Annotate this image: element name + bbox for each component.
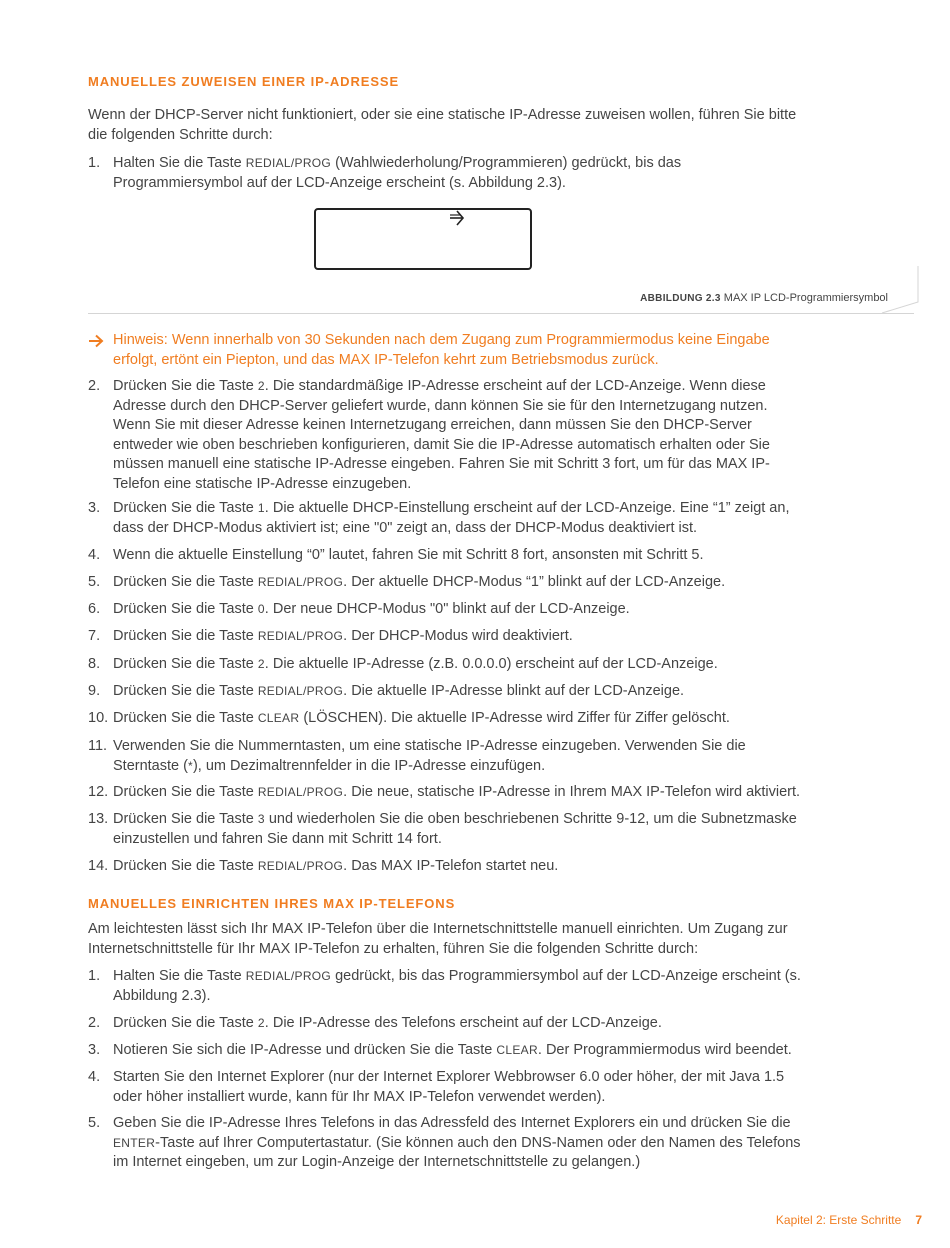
list-item: 5. Drücken Sie die Taste REDIAL/PROG. Der aktuelle DHCP-Modus “1” blinkt auf der LCD-Anzeige. [88,574,726,590]
list-item: 5. Geben Sie die IP-Adresse Ihres Telefons in das Adressfeld des Internet Explorers ein und drücken Sie die ENTER-Taste auf Ihrer Computertastatur. (Sie können auch den DNS-Namen oder den Namen des Telefons im Internet eingeben, um zur Login-Anzeige der Internetschnittstelle zu gelangen.) [88,1115,801,1170]
list-item: 6. Drücken Sie die Taste 0. Der neue DHCP-Modus "0" blinkt auf der LCD-Anzeige. [88,601,630,617]
list-item: 1. Halten Sie die Taste REDIAL/PROG gedrückt, bis das Programmiersymbol auf der LCD-Anzeige erscheint (s. Abbildung 2.3). [88,968,801,1004]
key-name: REDIAL/PROG [245,969,332,983]
list-item: 7. Drücken Sie die Taste REDIAL/PROG. Der DHCP-Modus wird deaktiviert. [88,628,573,644]
list-item [88,154,803,193]
key-name: REDIAL/PROG [257,785,344,799]
list-item: 3. Notieren Sie sich die IP-Adresse und drücken Sie die Taste CLEAR. Der Programmiermodus wird beendet. [88,1042,792,1058]
list-item: 12. Drücken Sie die Taste REDIAL/PROG. Die neue, statische IP-Adresse in Ihrem MAX IP-Telefon wird aktiviert. [88,784,801,800]
figure-caption: ABBILDUNG 2.3 MAX IP LCD-Programmiersymbol [640,292,888,304]
list-item: 14. Drücken Sie die Taste REDIAL/PROG. Das MAX IP-Telefon startet neu. [88,858,559,874]
note-text: Hinweis: Wenn innerhalb von 30 Sekunden nach dem Zugang zum Programmiermodus keine Eingabe erfolgt, ertönt ein Piepton, und das MAX IP-Telefon kehrt zum Betriebsmodus zurück. [113,332,770,368]
key-name: REDIAL/PROG [257,629,344,643]
list-item: 4. Starten Sie den Internet Explorer (nur der Internet Explorer Webbrowser 6.0 oder höher, der mit Java 1.5 oder höher installiert wurde, kann für Ihr MAX IP-Telefon verwendet werden). [88,1069,785,1105]
key-name: REDIAL/PROG [257,684,344,698]
step-text: Halten Sie die Taste REDIAL/PROG (Wahlwiederholung/Programmieren) gedrückt, bis das Programmiersymbol auf der LCD-Anzeige erscheint (s. Abbildung 2.3). [113,155,682,191]
key-name: CLEAR [496,1043,538,1057]
note-label: Hinweis: [113,332,168,348]
step-number: 1. [88,155,101,171]
list-item: 3. Drücken Sie die Taste 1. Die aktuelle DHCP-Einstellung erscheint auf der LCD-Anzeige. Eine “1” zeigt an, dass der DHCP-Modus aktiviert ist; eine "0" zeigt an, dass der DHCP-Modus deaktiviert ist. [88,500,790,536]
key-name: 0 [257,602,265,616]
key-name: ENTER [113,1135,156,1150]
list-item: 11. Verwenden Sie die Nummerntasten, um eine statische IP-Adresse einzugeben. Verwenden Sie die Sterntaste (*), um Dezimaltrennfelder in die IP-Adresse einzufügen. [88,738,746,774]
key-name: REDIAL/PROG [245,156,332,170]
page-number: 7 [915,1213,922,1227]
section-intro: Am leichtesten lässt sich Ihr MAX IP-Telefon über die Internetschnittstelle manuell einrichten. Um Zugang zur Internetschnittstelle für Ihr MAX IP-Telefon zu erhalten, führen Sie die folgenden Schritte durch: [88,921,788,957]
lcd-display-illustration [314,208,532,270]
section-intro: Wenn der DHCP-Server nicht funktioniert, oder sie eine statische IP-Adresse zuweisen wollen, führen Sie bitte die folgenden Schritte durch: [88,107,797,143]
key-name: 3 [257,812,265,826]
list-item: 2. Drücken Sie die Taste 2. Die standardmäßige IP-Adresse erscheint auf der LCD-Anzeige. Wenn diese Adresse durch den DHCP-Server geliefert wurde, dann können Sie sie für den Internetzugang nutzen. Wenn Sie mit dieser Adresse keinen Internetzugang erreichen, dann müssen Sie den DHCP-Server entweder wie oben beschrieben konfigurieren, damit Sie die IP-Adresse automatisch erhalten oder Sie müssen manuell eine statische IP-Adresse eingeben. Fahren Sie mit Schritt 3 fort, um für das MAX IP-Telefon eine statische IP-Adresse einzugeben. [88,378,770,492]
key-name: CLEAR [257,711,300,725]
key-name: 2 [257,379,265,393]
arrow-right-icon [88,334,104,348]
programming-arrow-icon [448,209,466,227]
page-footer [776,1213,922,1227]
note-callout [88,331,803,370]
section-heading-ip-address: MANUELLES ZUWEISEN EINER IP-ADRESSE [88,74,400,89]
figure-label: ABBILDUNG 2.3 [640,293,721,304]
list-item: 2. Drücken Sie die Taste 2. Die IP-Adresse des Telefons erscheint auf der LCD-Anzeige. [88,1015,662,1031]
key-name: 2 [257,1016,265,1030]
list-item: 9. Drücken Sie die Taste REDIAL/PROG. Die aktuelle IP-Adresse blinkt auf der LCD-Anzeige. [88,683,685,699]
chapter-title: Kapitel 2: Erste Schritte [775,1213,902,1227]
list-item: 8. Drücken Sie die Taste 2. Die aktuelle IP-Adresse (z.B. 0.0.0.0) erscheint auf der LCD-Anzeige. [88,656,718,672]
section-heading-phone-setup: MANUELLES EINRICHTEN IHRES MAX IP-TELEFONS [88,896,456,911]
key-name: * [187,758,193,773]
key-name: REDIAL/PROG [257,859,344,873]
key-name: REDIAL/PROG [257,575,344,589]
list-item: 13. Drücken Sie die Taste 3 und wiederholen Sie die oben beschriebenen Schritte 9-12, um die Subnetzmaske einzustellen und fahren Sie dann mit Schritt 14 fort. [88,811,797,847]
caption-rule-corner [880,266,920,316]
key-name: 1 [257,501,265,515]
caption-divider [88,313,914,314]
list-item: 10. Drücken Sie die Taste CLEAR (LÖSCHEN). Die aktuelle IP-Adresse wird Ziffer für Ziffer gelöscht. [88,710,730,726]
key-name: 2 [257,657,265,671]
list-item: 4. Wenn die aktuelle Einstellung “0” lautet, fahren Sie mit Schritt 8 fort, ansonsten mit Schritt 5. [88,547,704,563]
